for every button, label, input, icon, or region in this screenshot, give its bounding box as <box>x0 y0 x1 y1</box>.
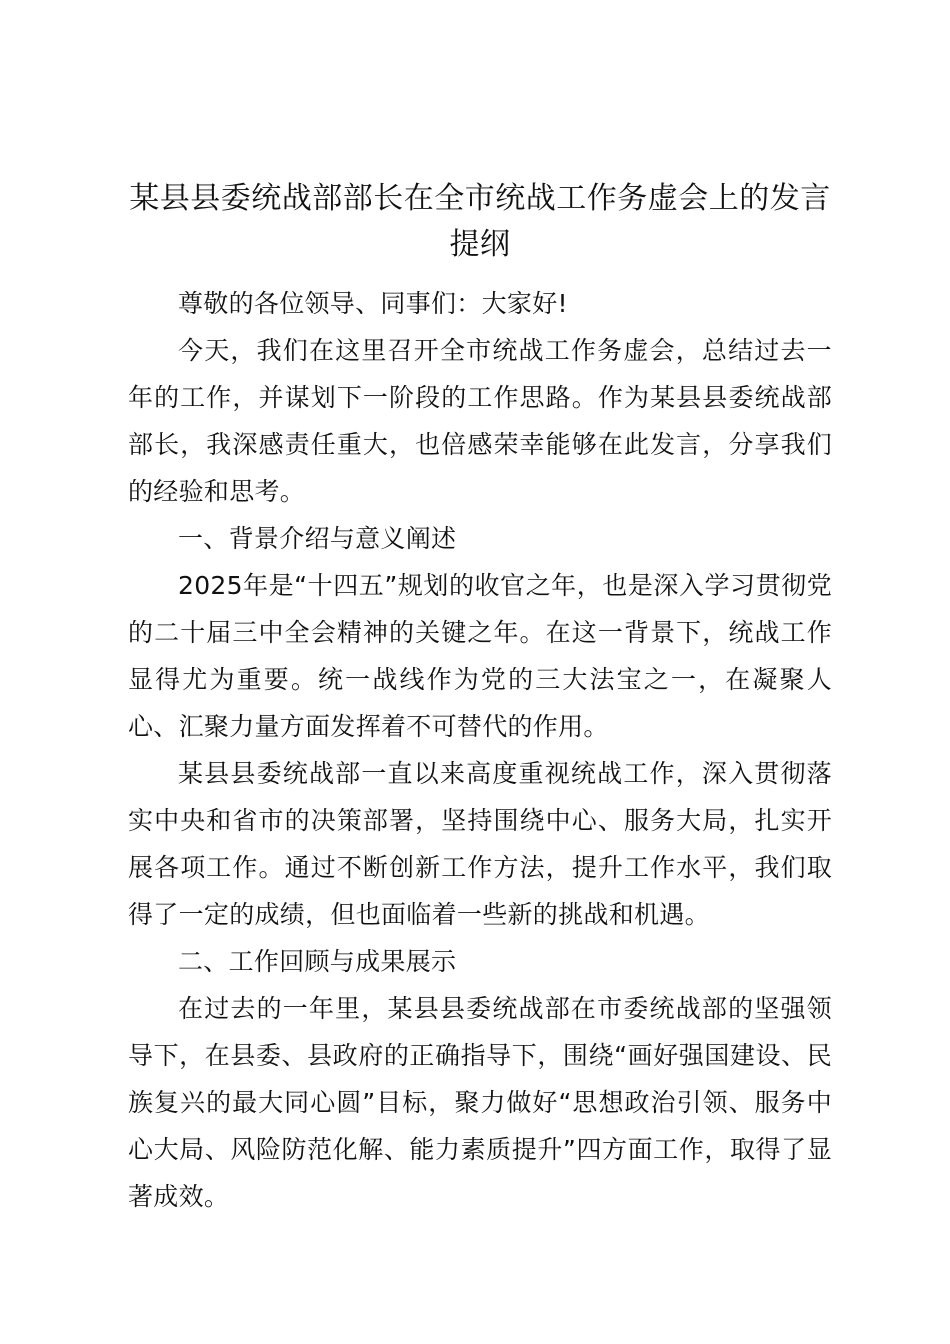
document-title: 某县县委统战部部长在全市统战工作务虚会上的发言提纲 <box>129 181 831 262</box>
greeting-paragraph: 尊敬的各位领导、同事们：大家好! <box>178 289 568 318</box>
review-paragraph: 在过去的一年里，某县县委统战部在市委统战部的坚强领导下，在县委、县政府的正确指导下，围绕“画好强国建设、民族复兴的最大同心圆”目标，聚力做好“思想政治引领、服务中心大局、风险防范化解、能力素质提升”四方面工作，取得了显著成效。 <box>128 994 832 1211</box>
section-heading-1: 一、背景介绍与意义阐述 <box>178 524 457 553</box>
intro-paragraph: 今天，我们在这里召开全市统战工作务虚会，总结过去一年的工作，并谋划下一阶段的工作思路。作为某县县委统战部部长，我深感责任重大，也倍感荣幸能够在此发言，分享我们的经验和思考。 <box>128 336 832 506</box>
background-paragraph: 2025年是“十四五”规划的收官之年，也是深入学习贯彻党的二十届三中全会精神的关键之年。在这一背景下，统战工作显得尤为重要。统一战线作为党的三大法宝之一，在凝聚人心、汇聚力量方面发挥着不可替代的作用。 <box>128 571 832 741</box>
section-heading-2: 二、工作回顾与成果展示 <box>178 947 457 976</box>
department-paragraph: 某县县委统战部一直以来高度重视统战工作，深入贯彻落实中央和省市的决策部署，坚持围绕中心、服务大局，扎实开展各项工作。通过不断创新工作方法，提升工作水平，我们取得了一定的成绩，但也面临着一些新的挑战和机遇。 <box>128 759 832 929</box>
document-body <box>128 280 832 1220</box>
